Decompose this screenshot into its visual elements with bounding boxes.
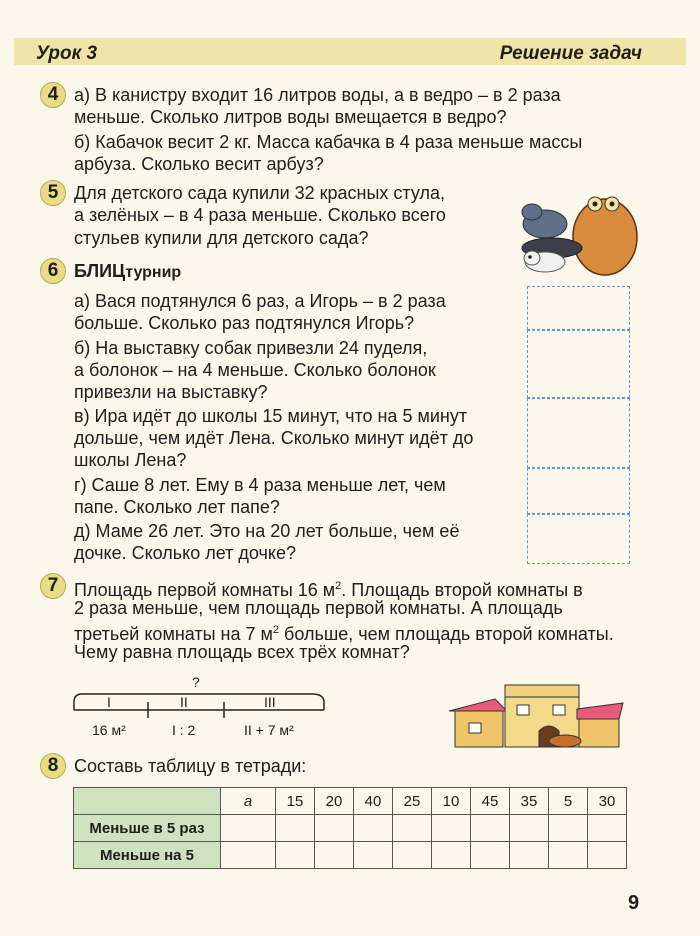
task-6-title xyxy=(74,260,181,285)
task-7-sup-2: 2 xyxy=(272,624,280,636)
table-head-value: 15 xyxy=(276,788,315,815)
task-6e-line-1: д) Маме 26 лет. Это на 20 лет больше, чем её xyxy=(74,521,460,541)
task-6e-line-2: дочке. Сколько лет дочке? xyxy=(74,543,297,563)
table-cell[interactable] xyxy=(354,815,393,842)
table-head-value: 40 xyxy=(354,788,393,815)
table-cell[interactable] xyxy=(221,815,276,842)
answer-box-a[interactable] xyxy=(527,286,630,330)
page-number: 9 xyxy=(628,892,640,914)
table-cell[interactable] xyxy=(510,842,549,869)
table-cell[interactable] xyxy=(432,815,471,842)
answer-box-e[interactable] xyxy=(527,514,630,564)
table-head-value: 25 xyxy=(393,788,432,815)
task-6-number: 6 xyxy=(40,258,66,284)
table-corner xyxy=(74,788,221,815)
task-4a-line-1: а) В канистру входит 16 литров воды, а в ведро – в 2 раза xyxy=(74,85,561,105)
task-4-number: 4 xyxy=(40,82,66,108)
task-8-number: 8 xyxy=(40,753,66,779)
answer-box-d[interactable] xyxy=(527,468,630,514)
task-6c-line-1: в) Ира идёт до школы 15 минут, что на 5 минут xyxy=(74,406,468,426)
task-6-title-rest: турнир xyxy=(125,264,182,281)
table-cell[interactable] xyxy=(315,842,354,869)
animals-illustration xyxy=(510,182,640,282)
task-7-number: 7 xyxy=(40,573,66,599)
scheme-question: ? xyxy=(192,674,200,690)
table-head-value: 5 xyxy=(549,788,588,815)
table-row-label-2: Меньше на 5 xyxy=(74,842,221,869)
table-row-div5 xyxy=(74,815,627,842)
table-head-value: 10 xyxy=(432,788,471,815)
table-cell[interactable] xyxy=(276,842,315,869)
task-6-title-bold: БЛИЦ xyxy=(74,261,126,281)
task-7-line-2: 2 раза меньше, чем площадь первой комнаты. А площадь xyxy=(74,598,563,618)
table-head-value: 35 xyxy=(510,788,549,815)
table-cell[interactable] xyxy=(471,842,510,869)
task-6c-line-2: дольше, чем идёт Лена. Сколько минут идёт до xyxy=(74,428,474,448)
table-cell[interactable] xyxy=(510,815,549,842)
table-cell[interactable] xyxy=(315,815,354,842)
task-4b-line-1: б) Кабачок весит 2 кг. Масса кабачка в 4 раза меньше массы xyxy=(74,132,583,152)
task-6d-line-2: папе. Сколько лет папе? xyxy=(74,497,280,517)
task-4b-line-2: арбуза. Сколько весит арбуз? xyxy=(74,154,324,174)
scheme-label-1: 16 м² xyxy=(92,722,126,738)
task-5-number: 5 xyxy=(40,180,66,206)
task-7-line-1-post: . Площадь второй комнаты в xyxy=(341,580,583,600)
table-cell[interactable] xyxy=(471,815,510,842)
table-cell[interactable] xyxy=(549,842,588,869)
table-row-label-1: Меньше в 5 раз xyxy=(74,815,221,842)
task-6c-line-3: школы Лена? xyxy=(74,450,187,470)
task-6b-line-3: привезли на выставку? xyxy=(74,382,268,402)
scheme-label-3: II + 7 м² xyxy=(244,722,294,738)
table-row-minus5 xyxy=(74,842,627,869)
table-cell[interactable] xyxy=(432,842,471,869)
table-cell[interactable] xyxy=(276,815,315,842)
table-cell[interactable] xyxy=(588,842,627,869)
topic-title: Решение задач xyxy=(499,43,642,64)
table-row-head xyxy=(74,788,627,815)
table-head-value: 20 xyxy=(315,788,354,815)
table-cell[interactable] xyxy=(549,815,588,842)
scheme-label-2: I : 2 xyxy=(172,722,196,738)
answer-box-b[interactable] xyxy=(527,330,630,398)
task-6d-line-1: г) Саше 8 лет. Ему в 4 раза меньше лет, чем xyxy=(74,475,446,495)
table-cell[interactable] xyxy=(393,842,432,869)
task-7-line-3-post: больше, чем площадь второй комнаты. xyxy=(279,624,614,644)
scheme-seg-3: III xyxy=(264,694,276,710)
table-cell[interactable] xyxy=(354,842,393,869)
task-7-line-4: Чему равна площадь всех трёх комнат? xyxy=(74,642,410,662)
task-6b-line-2: а болонок – на 4 меньше. Сколько болонок xyxy=(74,360,436,380)
segment-scheme xyxy=(72,674,332,744)
table-head-value: 30 xyxy=(588,788,627,815)
task-6a-line-2: больше. Сколько раз подтянулся Игорь? xyxy=(74,313,415,333)
scheme-seg-2: II xyxy=(180,694,188,710)
scheme-seg-1: I xyxy=(107,694,111,710)
task-5-line-1: Для детского сада купили 32 красных стула, xyxy=(74,183,445,203)
task-4a-line-2: меньше. Сколько литров воды вмещается в ведро? xyxy=(74,107,507,127)
table-head-label: a xyxy=(221,788,276,815)
values-table xyxy=(73,787,627,869)
table-cell[interactable] xyxy=(588,815,627,842)
table-cell[interactable] xyxy=(221,842,276,869)
task-5-line-2: а зелёных – в 4 раза меньше. Сколько всего xyxy=(74,205,446,225)
answer-box-c[interactable] xyxy=(527,398,630,468)
task-8-text: Составь таблицу в тетради: xyxy=(74,756,307,776)
house-illustration xyxy=(447,683,627,753)
table-head-value: 45 xyxy=(471,788,510,815)
table-cell[interactable] xyxy=(393,815,432,842)
task-7-sup-1: 2 xyxy=(335,580,342,592)
task-7-line-1-pre: Площадь первой комнаты 16 м xyxy=(74,580,336,600)
task-6b-line-1: б) На выставку собак привезли 24 пуделя, xyxy=(74,338,428,358)
task-7-line-3-pre: третьей комнаты на 7 м xyxy=(74,624,273,644)
lesson-title: Урок 3 xyxy=(36,43,98,64)
task-6a-line-1: а) Вася подтянулся 6 раз, а Игорь – в 2 раза xyxy=(74,291,446,311)
task-5-line-3: стульев купили для детского сада? xyxy=(74,228,369,248)
